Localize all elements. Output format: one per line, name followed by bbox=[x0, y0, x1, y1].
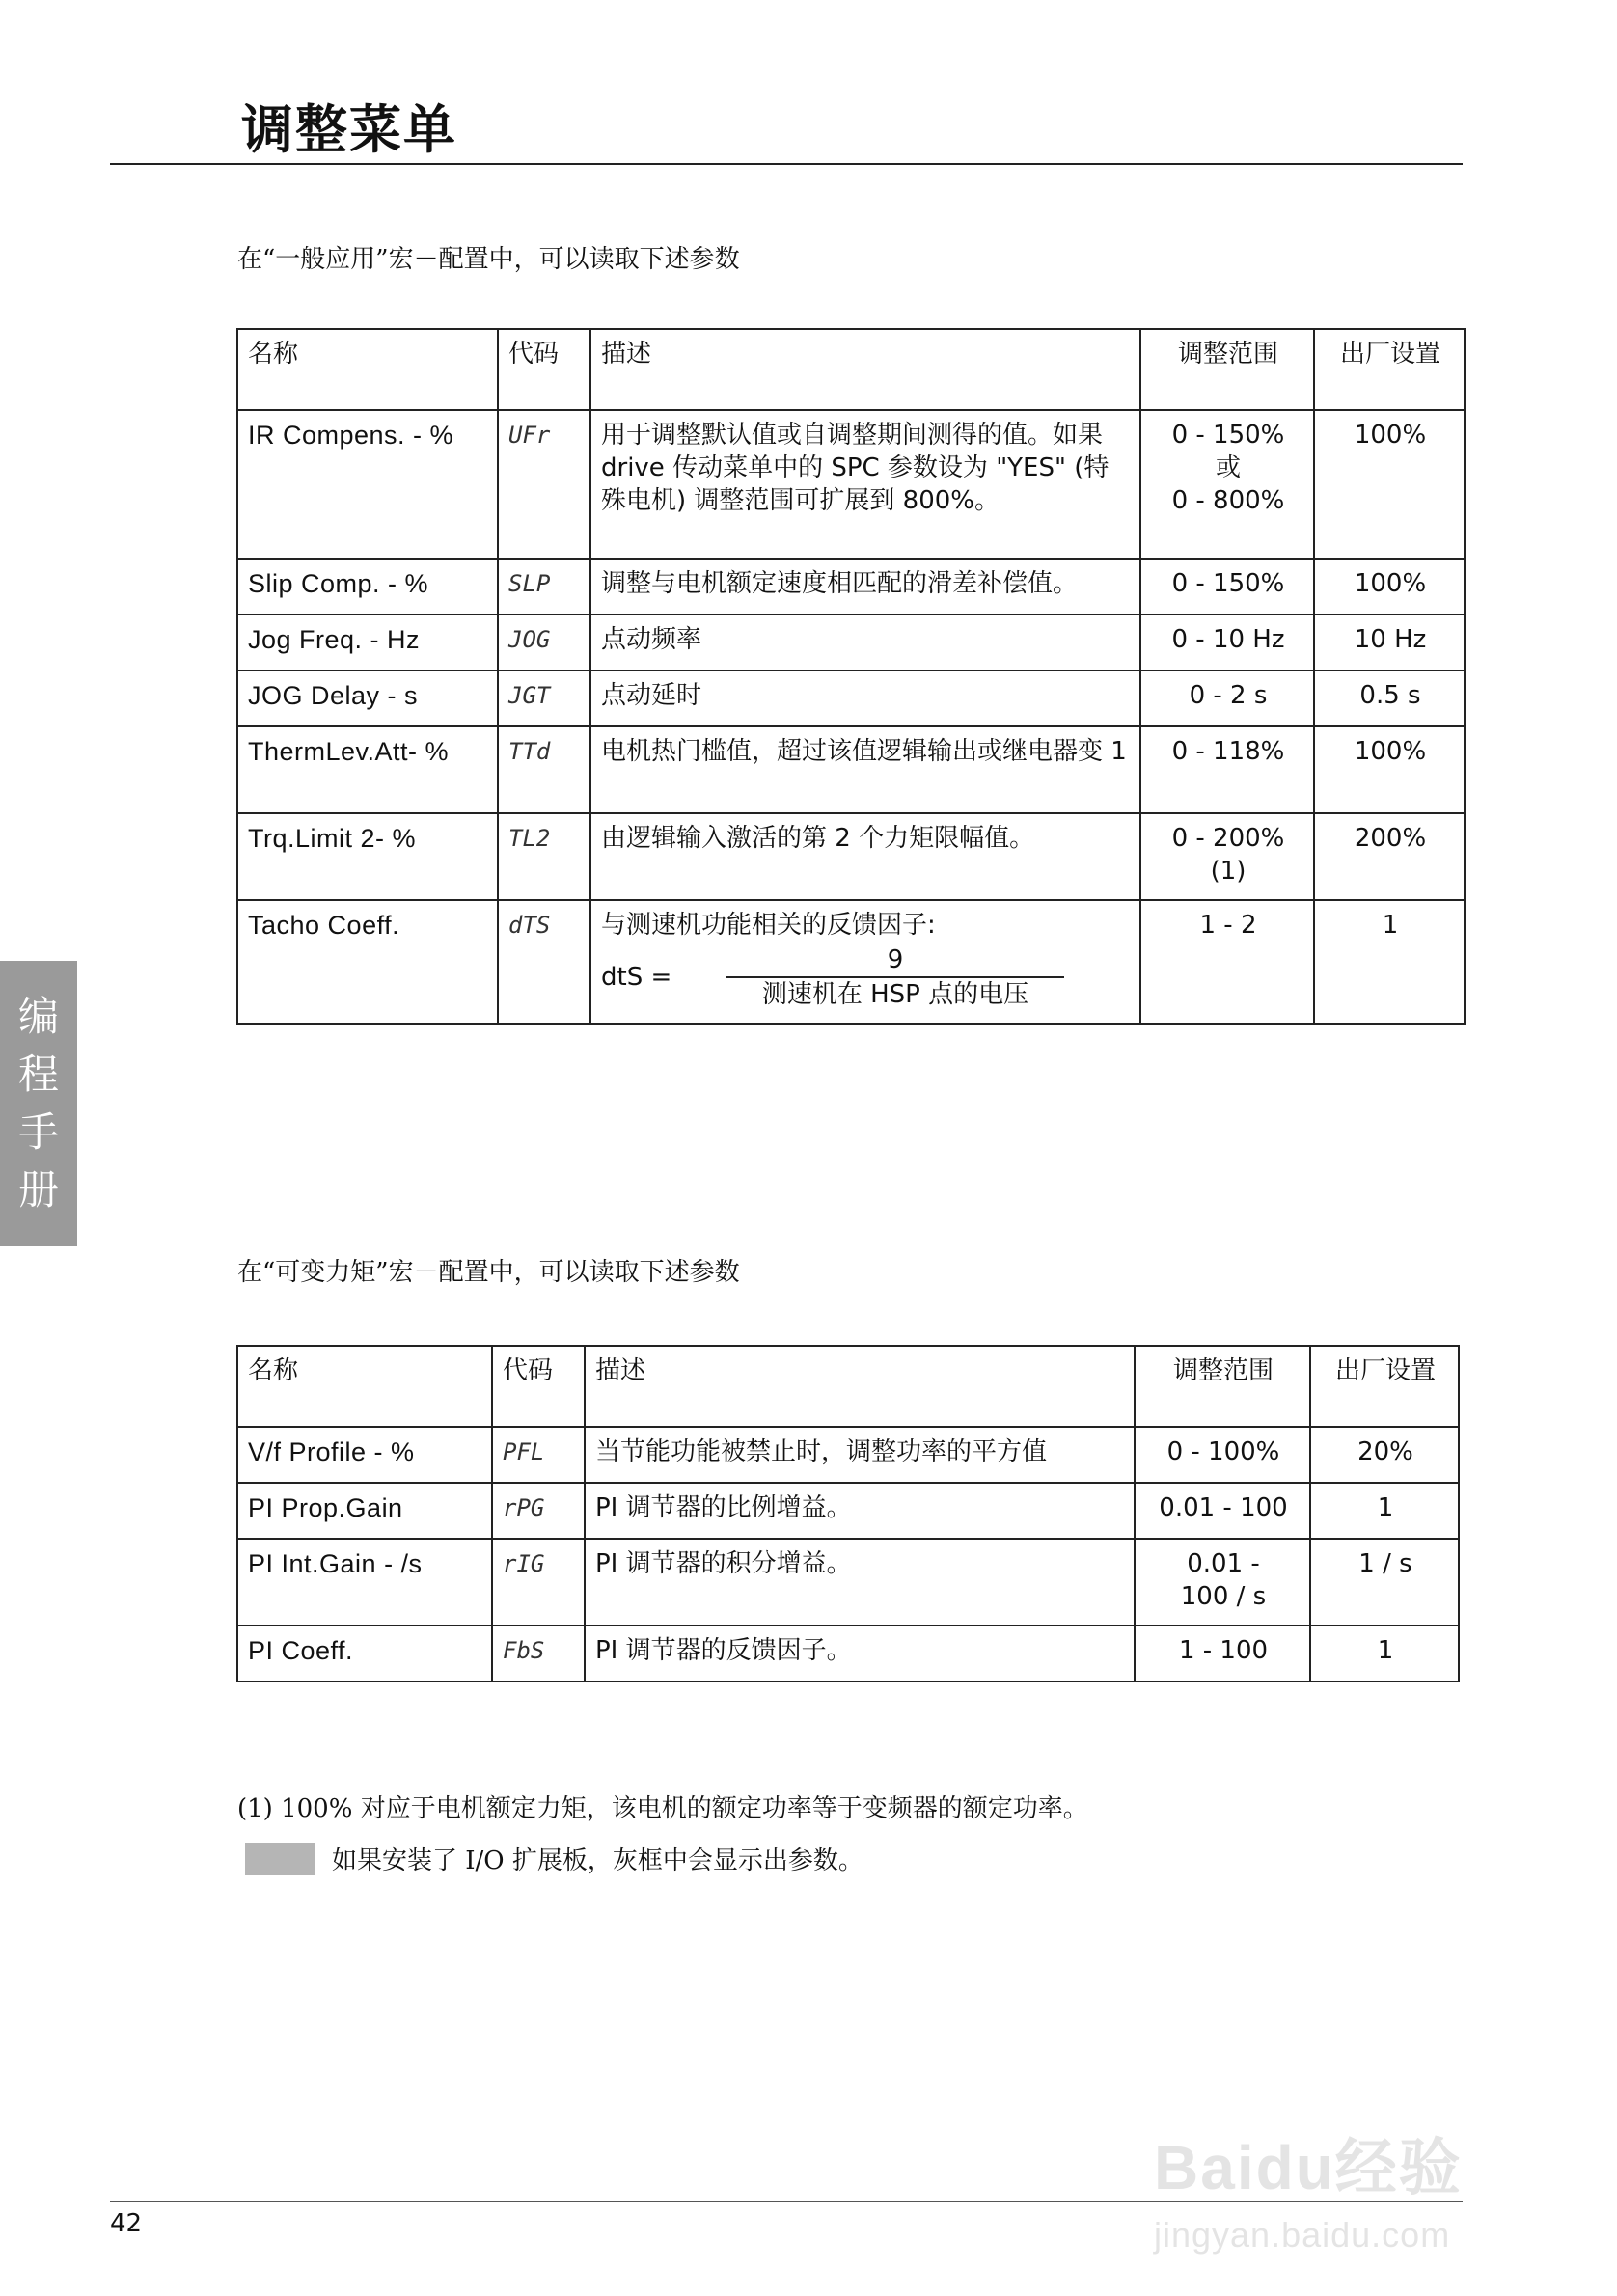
param-name: Trq.Limit 2- % bbox=[237, 813, 498, 900]
col-header-desc: 描述 bbox=[590, 329, 1140, 410]
page-number: 42 bbox=[110, 2209, 143, 2238]
side-tab-char: 编 bbox=[17, 993, 59, 1040]
gray-box-legend-swatch bbox=[245, 1843, 315, 1875]
param-code: TTd bbox=[498, 726, 590, 813]
param-code: FbS bbox=[492, 1626, 585, 1681]
param-range bbox=[1140, 670, 1314, 726]
section2-intro: 在“可变力矩”宏－配置中，可以读取下述参数 bbox=[237, 1258, 740, 1287]
table-row bbox=[237, 1539, 1459, 1626]
param-factory: 100% bbox=[1314, 559, 1465, 615]
table-row bbox=[237, 559, 1465, 615]
section1-intro: 在“一般应用”宏－配置中，可以读取下述参数 bbox=[237, 245, 740, 274]
table-row bbox=[237, 1427, 1459, 1483]
param-name: Tacho Coeff. bbox=[237, 900, 498, 1024]
col-header-factory: 出厂设置 bbox=[1310, 1346, 1459, 1427]
param-range bbox=[1135, 1427, 1310, 1483]
table-row bbox=[237, 670, 1465, 726]
table-row bbox=[237, 1626, 1459, 1681]
table-row bbox=[237, 813, 1465, 900]
param-name: Jog Freq. - Hz bbox=[237, 615, 498, 670]
param-description: 电机热门槛值，超过该值逻辑输出或继电器变 1 bbox=[590, 726, 1140, 813]
param-code: PFL bbox=[492, 1427, 585, 1483]
param-range-line: 1 - 100 bbox=[1178, 1636, 1269, 1665]
param-range bbox=[1135, 1626, 1310, 1681]
param-factory: 100% bbox=[1314, 726, 1465, 813]
param-range-line: 0 - 150% bbox=[1171, 421, 1285, 450]
formula-denominator: 测速机在 HSP 点的电压 bbox=[761, 980, 1029, 1009]
table-header-row bbox=[237, 329, 1465, 410]
param-factory: 0.5 s bbox=[1314, 670, 1465, 726]
param-description: PI 调节器的积分增益。 bbox=[585, 1539, 1135, 1626]
param-range bbox=[1140, 813, 1314, 900]
param-factory: 1 / s bbox=[1310, 1539, 1459, 1626]
table-row bbox=[237, 900, 1465, 1024]
gray-box-legend-text: 如果安装了 I/O 扩展板，灰框中会显示出参数。 bbox=[332, 1846, 863, 1875]
param-code: SLP bbox=[498, 559, 590, 615]
param-range-line: 0 - 150% bbox=[1171, 569, 1285, 598]
param-description: 由逻辑输入激活的第 2 个力矩限幅值。 bbox=[590, 813, 1140, 900]
param-range bbox=[1140, 410, 1314, 559]
param-factory: 20% bbox=[1310, 1427, 1459, 1483]
col-header-code: 代码 bbox=[498, 329, 590, 410]
watermark-url: jingyan.baidu.com bbox=[1154, 2215, 1451, 2255]
table-row bbox=[237, 410, 1465, 559]
param-name: PI Coeff. bbox=[237, 1626, 492, 1681]
watermark bbox=[1154, 2118, 1524, 2263]
param-range bbox=[1135, 1483, 1310, 1539]
param-range bbox=[1140, 615, 1314, 670]
param-range-line: 0.01 - bbox=[1187, 1549, 1260, 1578]
param-range-line: 0.01 - 100 bbox=[1159, 1493, 1288, 1522]
param-code: TL2 bbox=[498, 813, 590, 900]
param-factory: 1 bbox=[1314, 900, 1465, 1024]
side-tab-char: 手 bbox=[17, 1108, 59, 1156]
formula-fraction bbox=[726, 943, 1064, 1011]
table-header-row bbox=[237, 1346, 1459, 1427]
param-name: JOG Delay - s bbox=[237, 670, 498, 726]
param-range: 1 - 2 bbox=[1140, 900, 1314, 1024]
param-factory: 200% bbox=[1314, 813, 1465, 900]
table-row bbox=[237, 1483, 1459, 1539]
param-code: UFr bbox=[498, 410, 590, 559]
general-application-table bbox=[236, 328, 1466, 1025]
param-description: 点动延时 bbox=[590, 670, 1140, 726]
param-range bbox=[1140, 559, 1314, 615]
param-range-line: (1) bbox=[1210, 857, 1247, 886]
param-range-line: 0 - 10 Hz bbox=[1171, 625, 1285, 654]
col-header-desc: 描述 bbox=[585, 1346, 1135, 1427]
param-range-line: 0 - 800% bbox=[1171, 486, 1285, 515]
table-row bbox=[237, 726, 1465, 813]
param-code: rIG bbox=[492, 1539, 585, 1626]
col-header-factory: 出厂设置 bbox=[1314, 329, 1465, 410]
tacho-description: 与测速机功能相关的反馈因子: bbox=[601, 911, 936, 940]
param-range-line: 0 - 100% bbox=[1166, 1437, 1280, 1466]
param-name: PI Prop.Gain bbox=[237, 1483, 492, 1539]
param-code: JOG bbox=[498, 615, 590, 670]
param-name: PI Int.Gain - /s bbox=[237, 1539, 492, 1626]
param-name: IR Compens. - % bbox=[237, 410, 498, 559]
param-factory: 100% bbox=[1314, 410, 1465, 559]
param-range bbox=[1140, 726, 1314, 813]
side-tab-char: 册 bbox=[17, 1166, 59, 1214]
param-description: 当节能功能被禁止时，调整功率的平方值 bbox=[585, 1427, 1135, 1483]
param-range-line: 0 - 2 s bbox=[1189, 681, 1268, 710]
param-code: rPG bbox=[492, 1483, 585, 1539]
side-tab bbox=[0, 961, 77, 1246]
col-header-range: 调整范围 bbox=[1135, 1346, 1310, 1427]
param-name: V/f Profile - % bbox=[237, 1427, 492, 1483]
variable-torque-table bbox=[236, 1345, 1460, 1682]
param-description bbox=[590, 900, 1140, 1024]
side-tab-char: 程 bbox=[17, 1051, 59, 1098]
formula-numerator: 9 bbox=[726, 943, 1064, 978]
header-divider bbox=[110, 163, 1463, 165]
param-name: Slip Comp. - % bbox=[237, 559, 498, 615]
param-code: JGT bbox=[498, 670, 590, 726]
col-header-code: 代码 bbox=[492, 1346, 585, 1427]
param-range-line: 100 / s bbox=[1180, 1582, 1267, 1611]
watermark-logo: Baidu经验 bbox=[1154, 2133, 1463, 2202]
col-header-name: 名称 bbox=[237, 329, 498, 410]
param-description: 点动频率 bbox=[590, 615, 1140, 670]
col-header-name: 名称 bbox=[237, 1346, 492, 1427]
param-description: 用于调整默认值或自调整期间测得的值。如果 drive 传动菜单中的 SPC 参数设为 "YES" (特殊电机) 调整范围可扩展到 800%。 bbox=[590, 410, 1140, 559]
param-description: 调整与电机额定速度相匹配的滑差补偿值。 bbox=[590, 559, 1140, 615]
col-header-range: 调整范围 bbox=[1140, 329, 1314, 410]
param-range bbox=[1135, 1539, 1310, 1626]
formula-lhs: dtS = bbox=[601, 963, 672, 992]
param-range-line: 或 bbox=[1215, 453, 1241, 482]
param-code: dTS bbox=[498, 900, 590, 1024]
page-title: 调整菜单 bbox=[241, 98, 457, 160]
param-name: ThermLev.Att- % bbox=[237, 726, 498, 813]
param-description: PI 调节器的比例增益。 bbox=[585, 1483, 1135, 1539]
table-row bbox=[237, 615, 1465, 670]
param-factory: 1 bbox=[1310, 1483, 1459, 1539]
tacho-formula bbox=[601, 943, 1132, 1011]
param-range-line: 0 - 200% bbox=[1171, 824, 1285, 853]
param-description: PI 调节器的反馈因子。 bbox=[585, 1626, 1135, 1681]
param-range-line: 0 - 118% bbox=[1171, 737, 1285, 766]
param-factory: 10 Hz bbox=[1314, 615, 1465, 670]
footnote: (1) 100% 对应于电机额定力矩，该电机的额定功率等于变频器的额定功率。 bbox=[237, 1794, 1088, 1823]
param-factory: 1 bbox=[1310, 1626, 1459, 1681]
